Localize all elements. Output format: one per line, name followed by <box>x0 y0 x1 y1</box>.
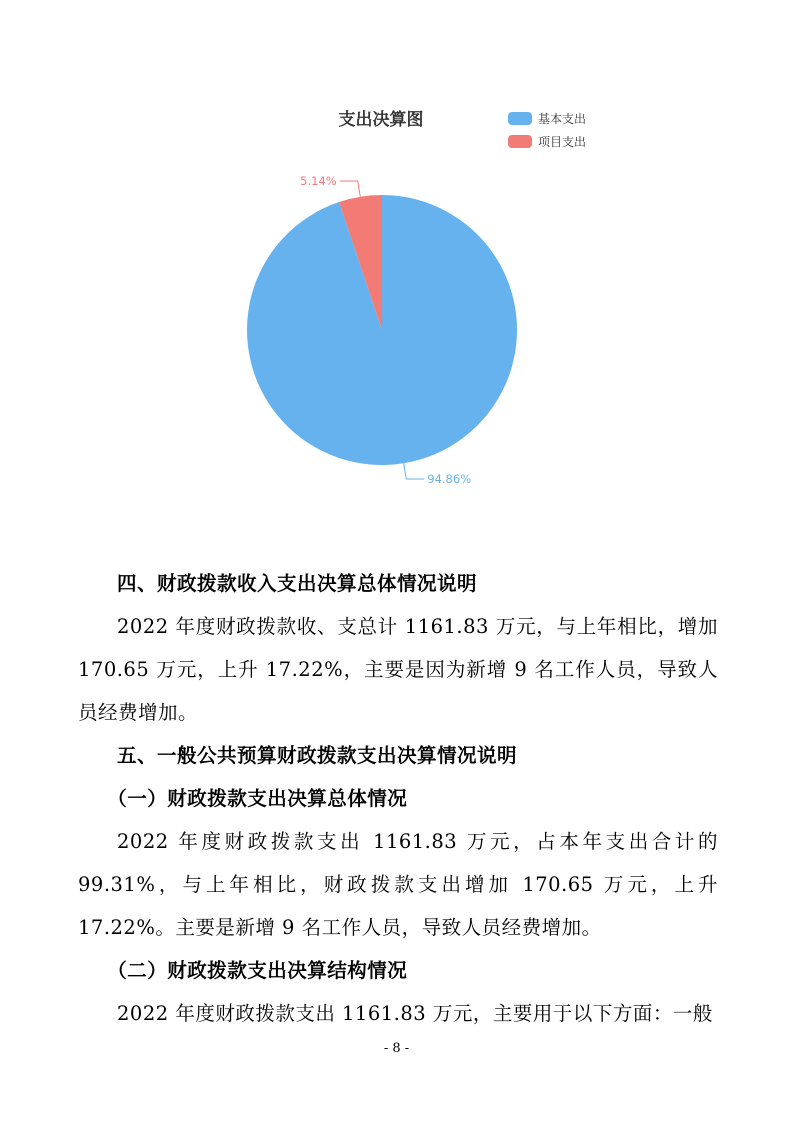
expenditure-pie-chart <box>180 96 620 496</box>
pie-leader-line-1 <box>404 463 425 479</box>
legend-label-1: 基本支出 <box>538 112 587 126</box>
pie-slices <box>247 195 517 465</box>
section-5-1-paragraph: 2022 年度财政拨款支出 1161.83 万元，占本年支出合计的 99.31%，与上年相比，财政拨款支出增加 170.65 万元，上升 17.22%。主要是新增 9 名工作人员，导致人员经费增加。 <box>78 830 718 939</box>
chart-title: 支出决算图 <box>338 110 424 130</box>
section-5-2-heading: （二）财政拨款支出决算结构情况 <box>107 959 408 982</box>
pie-chart-svg <box>180 96 620 496</box>
page-number: - 8 - <box>383 1041 410 1056</box>
section-5-1-heading: （一）财政拨款支出决算总体情况 <box>107 787 408 810</box>
pie-data-label-2: 5.14% <box>300 173 337 188</box>
pie-leader-line-2 <box>340 181 361 197</box>
legend-swatch-1 <box>508 112 532 125</box>
chart-legend <box>508 111 586 149</box>
document-body <box>78 562 718 1035</box>
section-5-2-paragraph: 2022 年度财政拨款支出 1161.83 万元，主要用于以下方面：一般 <box>117 1002 713 1025</box>
section-5-heading: 五、一般公共预算财政拨款支出决算情况说明 <box>117 744 518 767</box>
legend-swatch-2 <box>508 135 532 148</box>
section-4-heading: 四、财政拨款收入支出决算总体情况说明 <box>117 572 478 595</box>
section-4-paragraph: 2022 年度财政拨款收、支总计 1161.83 万元，与上年相比，增加 170.65 万元，上升 17.22%，主要是因为新增 9 名工作人员，导致人员经费增加。 <box>78 615 718 724</box>
pie-data-label-1: 94.86% <box>427 472 472 487</box>
legend-label-2: 项目支出 <box>538 135 587 149</box>
